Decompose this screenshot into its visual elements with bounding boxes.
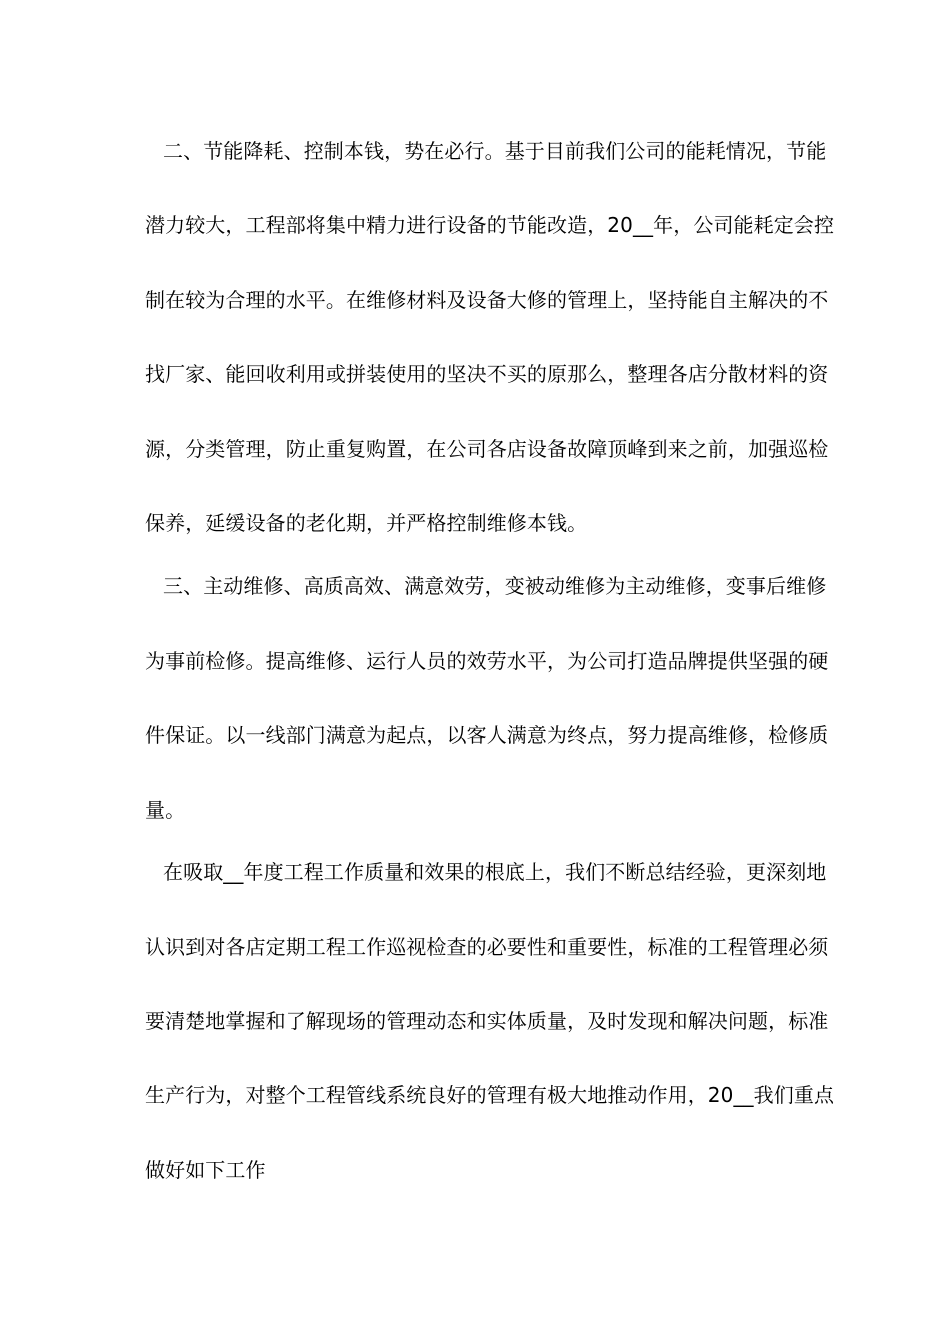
paragraph-3-line-4: 量。 bbox=[145, 798, 186, 822]
paragraph-2-line-2: 潜力较大，工程部将集中精力进行设备的节能改造，20__年，公司能耗定会控 bbox=[145, 213, 835, 237]
paragraph-4-line-5: 做好如下工作 bbox=[145, 1158, 266, 1182]
paragraph-2-line-1: 二、节能降耗、控制本钱，势在必行。基于目前我们公司的能耗情况，节能 bbox=[163, 139, 827, 163]
paragraph-3-line-1: 三、主动维修、高质高效、满意效劳，变被动维修为主动维修，变事后维修 bbox=[163, 574, 827, 598]
paragraph-4-line-2: 认识到对各店定期工程工作巡视检查的必要性和重要性，标准的工程管理必须 bbox=[145, 935, 829, 959]
paragraph-2-line-3: 制在较为合理的水平。在维修材料及设备大修的管理上，坚持能自主解决的不 bbox=[145, 288, 829, 312]
paragraph-4-line-3: 要清楚地掌握和了解现场的管理动态和实体质量，及时发现和解决问题，标准 bbox=[145, 1009, 829, 1033]
paragraph-3-line-2: 为事前检修。提高维修、运行人员的效劳水平，为公司打造品牌提供坚强的硬 bbox=[145, 649, 829, 673]
paragraph-2-line-5: 源，分类管理，防止重复购置，在公司各店设备故障顶峰到来之前，加强巡检 bbox=[145, 437, 829, 461]
paragraph-2-line-4: 找厂家、能回收利用或拼装使用的坚决不买的原那么，整理各店分散材料的资 bbox=[145, 362, 829, 386]
paragraph-3-line-3: 件保证。以一线部门满意为起点，以客人满意为终点，努力提高维修，检修质 bbox=[145, 723, 829, 747]
paragraph-4-line-1: 在吸取__年度工程工作质量和效果的根底上，我们不断总结经验，更深刻地 bbox=[163, 860, 827, 884]
paragraph-2-line-6: 保养，延缓设备的老化期，并严格控制维修本钱。 bbox=[145, 511, 588, 535]
paragraph-4-line-4: 生产行为，对整个工程管线系统良好的管理有极大地推动作用，20__我们重点 bbox=[145, 1083, 835, 1107]
